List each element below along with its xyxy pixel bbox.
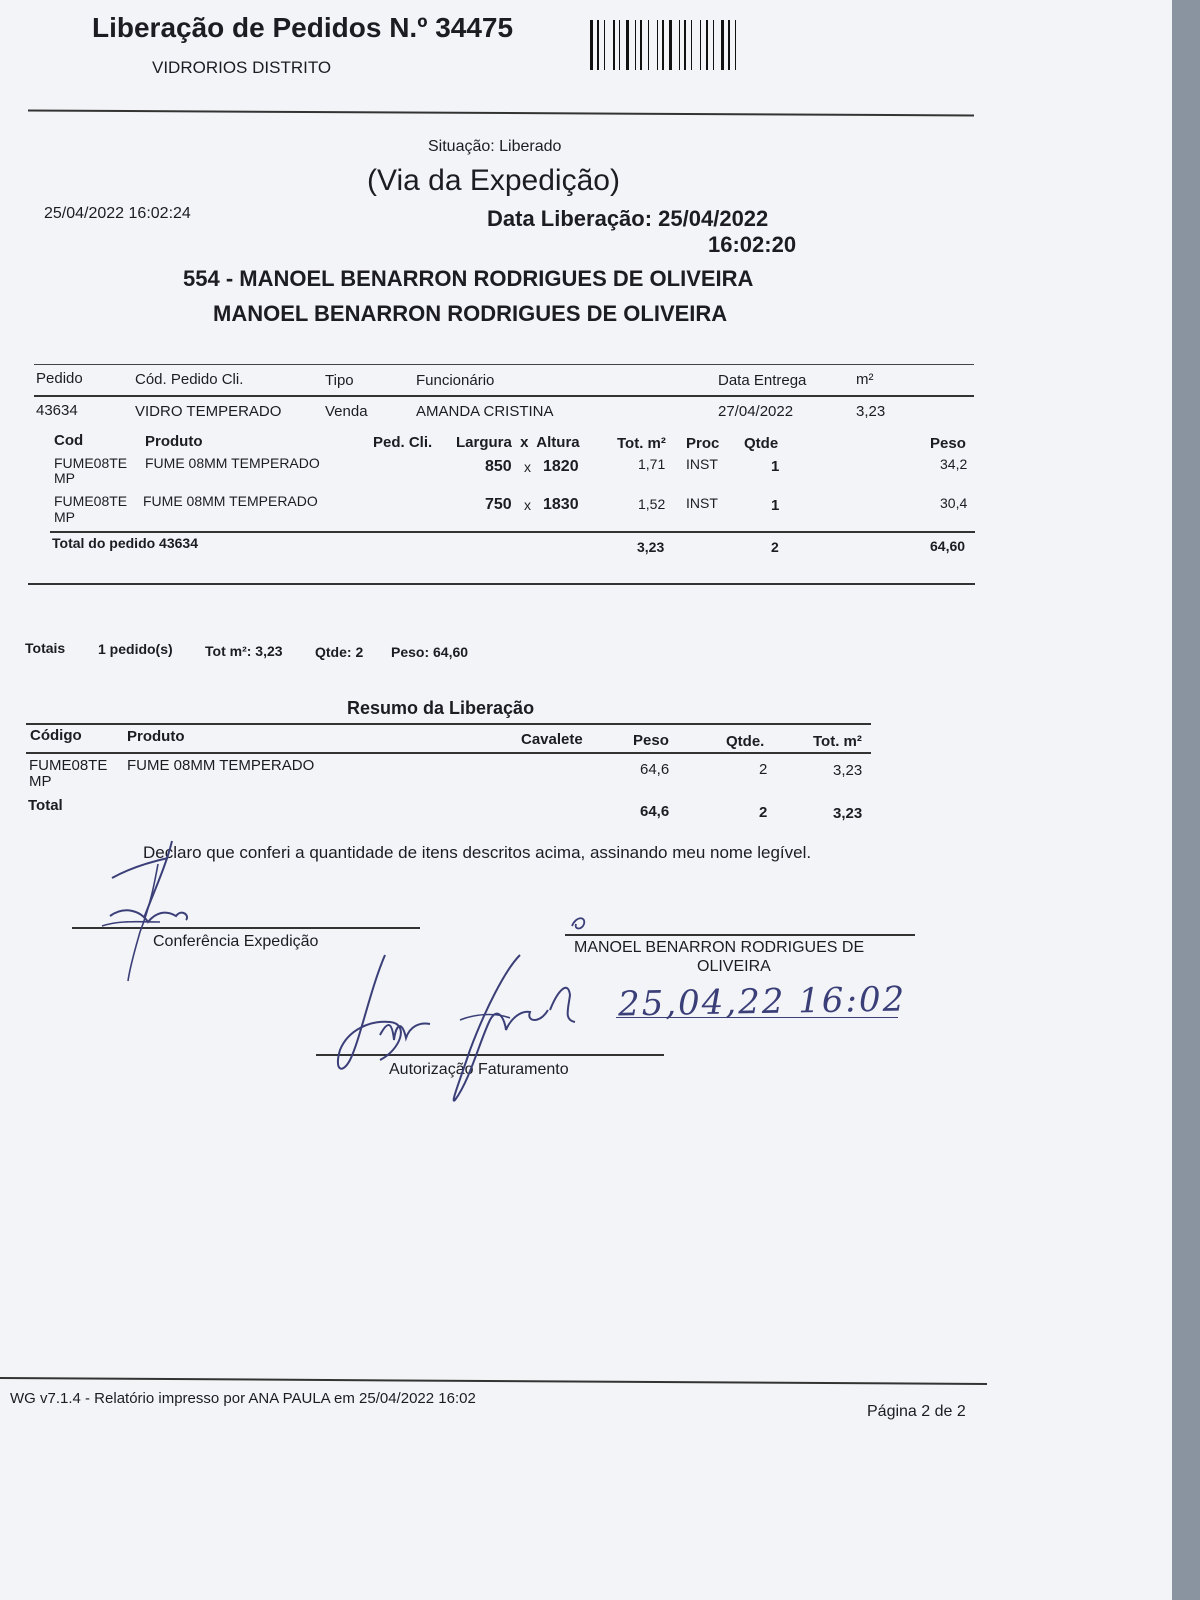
- item-proc: INST: [686, 456, 718, 472]
- autorizacao-signature: [330, 950, 600, 1110]
- barcode-bar: [711, 20, 712, 70]
- conferencia-label: Conferência Expedição: [153, 933, 319, 950]
- col-header-funcionario: Funcionário: [416, 372, 495, 389]
- barcode-bar: [689, 20, 690, 70]
- order-data-entrega: 27/04/2022: [718, 403, 794, 420]
- item-peso: 30,4: [940, 495, 968, 511]
- print-datetime: 25/04/2022 16:02:24: [44, 205, 191, 222]
- item-x: x: [524, 497, 531, 513]
- barcode-bar: [702, 20, 704, 70]
- item-header-peso: Peso: [930, 435, 966, 452]
- barcode-bar: [602, 20, 603, 70]
- handwritten-date-underline: [616, 1017, 898, 1018]
- summary-header-tot-m2: Tot. m²: [813, 733, 862, 750]
- summary-header-codigo: Código: [30, 727, 82, 744]
- barcode-bar: [728, 20, 730, 70]
- order-total-qtde: 2: [771, 539, 779, 555]
- item-cod-suffix: MP: [54, 470, 75, 486]
- item-cod-suffix: MP: [54, 509, 75, 525]
- footer-printed-by: WG v7.1.4 - Relatório impresso por ANA PAULA em 25/04/2022 16:02: [10, 1390, 476, 1407]
- barcode-bar: [613, 20, 615, 70]
- summary-header-peso: Peso: [633, 732, 669, 749]
- barcode-bar: [735, 20, 736, 70]
- order-total-rule: [50, 531, 975, 533]
- page-edge-shadow: [1172, 0, 1200, 1600]
- col-header-tipo: Tipo: [325, 372, 354, 389]
- barcode-bar: [681, 20, 682, 70]
- signature-line-client: [565, 934, 915, 936]
- footer-rule: [0, 1377, 987, 1385]
- item-cod: FUME08TE: [54, 455, 128, 471]
- client-name: MANOEL BENARRON RODRIGUES DE OLIVEIRA: [213, 301, 728, 326]
- document-title: Liberação de Pedidos N.º 34475: [92, 12, 514, 43]
- barcode-bar: [623, 20, 625, 70]
- barcode-bar: [590, 20, 593, 70]
- barcode-bar: [659, 20, 660, 70]
- order-pedido: 43634: [36, 402, 78, 419]
- summary-total-peso: 64,6: [640, 803, 670, 820]
- order-total-peso: 64,60: [930, 538, 966, 554]
- barcode-bar: [631, 20, 632, 70]
- totals-peso: Peso: 64,60: [391, 644, 469, 660]
- summary-header-qtde: Qtde.: [726, 733, 765, 750]
- barcode-bar: [667, 20, 668, 70]
- item-header-dims: Largura x Altura: [456, 434, 580, 451]
- order-total-label: Total do pedido 43634: [52, 535, 198, 551]
- barcode-bar: [662, 20, 664, 70]
- summary-codigo: FUME08TE: [29, 757, 108, 774]
- barcode-bar: [594, 20, 595, 70]
- totals-pedidos: 1 pedido(s): [98, 641, 173, 657]
- item-header-proc: Proc: [686, 435, 720, 452]
- item-peso: 34,2: [940, 456, 968, 472]
- barcode-bar: [648, 20, 649, 70]
- status-text: Situação: Liberado: [428, 138, 562, 155]
- barcode-bar: [716, 20, 718, 70]
- summary-total-label: Total: [28, 797, 63, 814]
- barcode-bar: [616, 20, 617, 70]
- via-label: (Via da Expedição): [367, 164, 620, 197]
- client-signature-name-2: OLIVEIRA: [697, 958, 771, 975]
- summary-codigo-suffix: MP: [29, 773, 52, 790]
- summary-title: Resumo da Liberação: [347, 698, 535, 718]
- barcode-bar: [713, 20, 714, 70]
- barcode-bar: [684, 20, 686, 70]
- order-tipo: Venda: [325, 403, 368, 420]
- barcode-bar: [657, 20, 658, 70]
- barcode-bar: [619, 20, 620, 70]
- item-produto: FUME 08MM TEMPERADO: [143, 493, 318, 509]
- item-altura: 1820: [543, 458, 579, 475]
- item-header-tot-m2: Tot. m²: [617, 435, 666, 452]
- summary-peso: 64,6: [640, 761, 670, 778]
- client-signature-name: MANOEL BENARRON RODRIGUES DE: [574, 939, 865, 956]
- barcode-bar: [604, 20, 605, 70]
- summary-header-cavalete: Cavalete: [521, 731, 583, 748]
- col-header-m2: m²: [856, 371, 874, 388]
- barcode-bar: [635, 20, 636, 70]
- item-cod: FUME08TE: [54, 493, 128, 509]
- order-funcionario: AMANDA CRISTINA: [416, 403, 554, 420]
- item-qtde: 1: [771, 458, 780, 475]
- barcode-bar: [626, 20, 629, 70]
- summary-tot-m2: 3,23: [833, 762, 863, 779]
- barcode-bar: [706, 20, 708, 70]
- liberation-date: Data Liberação: 25/04/2022: [487, 206, 769, 231]
- item-x: x: [524, 459, 531, 475]
- totals-label: Totais: [25, 640, 66, 656]
- barcode-bar: [725, 20, 726, 70]
- section-divider: [28, 583, 975, 585]
- item-qtde: 1: [771, 497, 780, 514]
- barcode-bar: [721, 20, 724, 70]
- barcode-bar: [674, 20, 676, 70]
- barcode: [590, 20, 754, 70]
- barcode-bar: [694, 20, 697, 70]
- barcode-bar: [669, 20, 672, 70]
- barcode-bar: [691, 20, 692, 70]
- item-header-qtde: Qtde: [744, 435, 779, 452]
- barcode-bar: [640, 20, 642, 70]
- table-top-rule: [34, 364, 974, 365]
- totals-qtde: Qtde: 2: [315, 644, 364, 660]
- barcode-bar: [637, 20, 638, 70]
- summary-total-tot-m2: 3,23: [833, 805, 863, 822]
- barcode-bar: [733, 20, 734, 70]
- autorizacao-label: Autorização Faturamento: [389, 1061, 569, 1078]
- liberation-time: 16:02:20: [708, 232, 797, 257]
- divider: [28, 110, 974, 117]
- declaration-text: Declaro que conferi a quantidade de itens descritos acima, assinando meu nome legível.: [143, 843, 812, 862]
- item-produto: FUME 08MM TEMPERADO: [145, 455, 320, 471]
- order-total-m2: 3,23: [637, 539, 665, 555]
- col-header-pedido: Pedido: [36, 370, 83, 387]
- item-tot-m2: 1,52: [638, 496, 666, 512]
- item-largura: 850: [485, 458, 512, 475]
- summary-header-rule: [26, 752, 871, 754]
- client-heading: 554 - MANOEL BENARRON RODRIGUES DE OLIVEIRA: [183, 266, 754, 291]
- barcode-bar: [700, 20, 701, 70]
- order-cod-pedido-cli: VIDRO TEMPERADO: [135, 403, 282, 420]
- col-header-cod-pedido-cli: Cód. Pedido Cli.: [135, 371, 244, 388]
- page-number: Página 2 de 2: [867, 1403, 966, 1420]
- order-m2: 3,23: [856, 403, 886, 420]
- item-proc: INST: [686, 495, 718, 511]
- summary-produto: FUME 08MM TEMPERADO: [127, 757, 315, 774]
- col-header-data-entrega: Data Entrega: [718, 372, 807, 389]
- summary-top-rule: [26, 723, 871, 725]
- handwritten-date: 25,04,22 16:02: [617, 979, 907, 1025]
- client-signature-mark: [570, 912, 590, 934]
- item-header-ped-cli: Ped. Cli.: [373, 434, 433, 451]
- item-largura: 750: [485, 496, 512, 513]
- summary-total-qtde: 2: [759, 804, 768, 821]
- item-altura: 1830: [543, 496, 579, 513]
- conferencia-signature: [100, 836, 210, 986]
- summary-header-produto: Produto: [127, 728, 185, 745]
- totals-tot-m2: Tot m²: 3,23: [205, 643, 283, 659]
- barcode-bar: [738, 20, 740, 70]
- table-header-rule: [34, 395, 974, 397]
- barcode-bar: [597, 20, 599, 70]
- item-header-produto: Produto: [145, 433, 203, 450]
- barcode-bar: [607, 20, 610, 70]
- barcode-bar: [651, 20, 654, 70]
- item-tot-m2: 1,71: [638, 456, 666, 472]
- company-name: VIDRORIOS DISTRITO: [152, 58, 332, 77]
- summary-qtde: 2: [759, 761, 768, 778]
- item-header-cod: Cod: [54, 432, 84, 449]
- barcode-bar: [679, 20, 680, 70]
- barcode-bar: [645, 20, 647, 70]
